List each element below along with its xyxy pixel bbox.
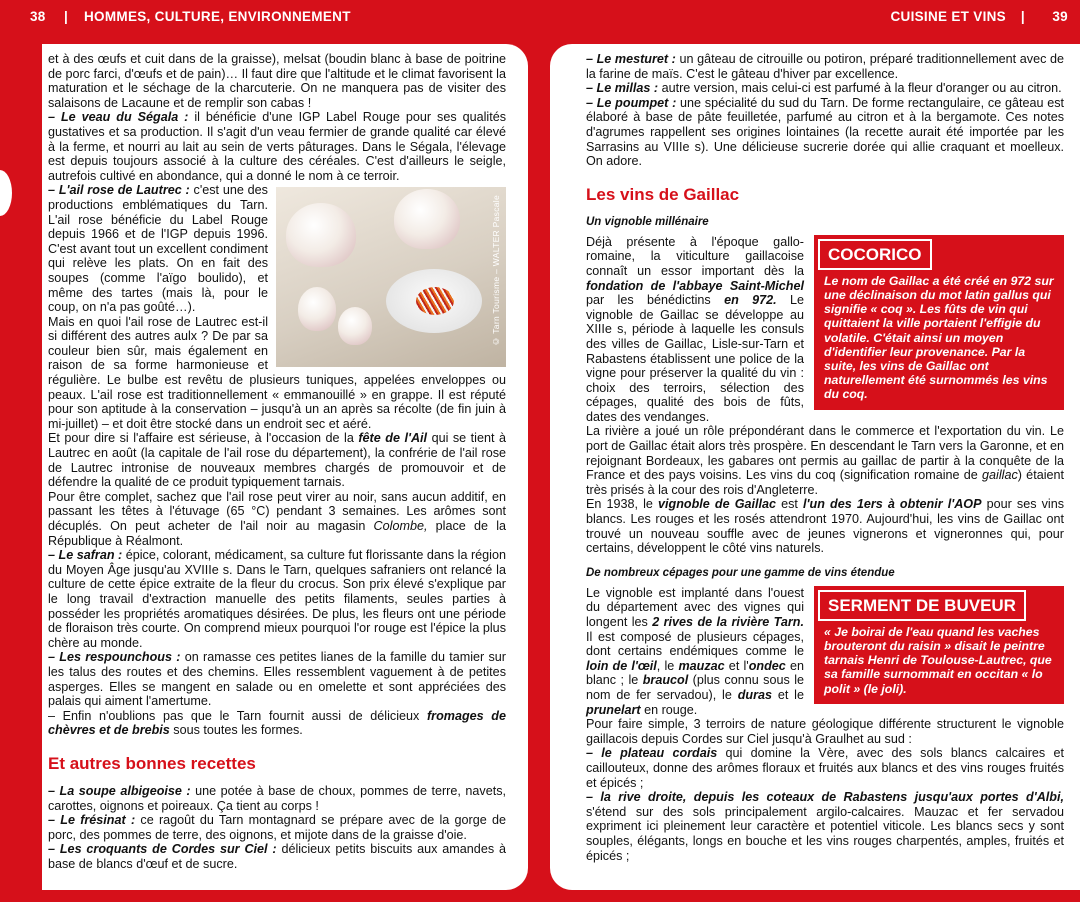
text: par les bénédictins: [586, 293, 725, 308]
paragraph-mesturet: [586, 52, 1064, 81]
text: une potée à base de choux, pommes de terre, navets, carottes, oignons et poireaux. Ça tient au corps !: [48, 783, 506, 813]
text: qui domine la Vère, avec des sols blancs calcaires et caillouteux, donne des arômes floraux et fruités aux blancs et des vins rouges fruités et épicés ;: [586, 746, 1064, 790]
page-number: 39: [1052, 9, 1068, 24]
paragraph-aop: [586, 497, 1064, 555]
garlic-saffron-photo: [276, 187, 506, 367]
term-year: en 972.: [724, 293, 777, 308]
text: sous toutes les formes.: [169, 723, 303, 738]
text: Et pour dire si l'affaire est sérieuse, à l'occasion de la: [48, 431, 359, 446]
paragraph: Pour faire simple, 3 terroirs de nature géologique différente structurent le vignoble gaillacois depuis Cordes sur Ciel jusqu'à Graulhet au sud :: [586, 717, 1064, 746]
paragraph-fresinat: [48, 813, 506, 842]
italic-word: gaillac: [982, 468, 1018, 483]
subheading-vignoble: Un vignoble millénaire: [586, 215, 709, 228]
term-rives: 2 rives de la rivière Tarn.: [652, 615, 804, 629]
term-abbaye: fondation de l'abbaye Saint-Michel: [586, 278, 804, 293]
term-poumpet: – Le poumpet :: [586, 95, 677, 110]
right-page: [542, 0, 1080, 902]
paragraph-rive-droite: [586, 790, 1064, 863]
term-respounchous: – Les respounchous :: [48, 650, 181, 665]
page-edge-tab: [0, 170, 12, 216]
text: une spécialité du sud du Tarn. De forme rectangulaire, ce gâteau est élaboré à base de pâte feuilletée, parfumé au citron et à la bergamote. Ces notes d'agrumes rappellent ses origines lointaines (la recette aurait été importée par les Sarrasins au VIIIe s). Une délicieuse sucrerie dorée qui allie craquant et moelleux. On adore.: [586, 95, 1065, 169]
term-ondec: ondec: [748, 658, 786, 673]
term-loin-de-loeil: loin de l'œil: [586, 658, 657, 673]
paragraph-veau: [48, 110, 506, 183]
subheading-cepages: De nombreux cépages pour une gamme de vins étendue: [586, 566, 895, 579]
text: (plus connu sous le nom de fer servadou), le: [586, 673, 805, 702]
text: ) étaient très prisés à la cour des rois d'Angleterre.: [586, 468, 1064, 497]
paragraph-riviere: [586, 424, 1064, 497]
term-fete: fête de l'Ail: [358, 431, 428, 446]
term-rive-droite: – la rive droite, depuis les coteaux de Rabastens jusqu'aux portes d'Albi,: [586, 790, 1064, 805]
term-prunelart: prunelart: [586, 702, 641, 717]
text: Il est composé de plusieurs cépages, dont certains endémiques comme le: [586, 629, 804, 659]
photo-credit: © Tarn Tourisme – WALTER Pascale: [491, 195, 502, 347]
running-title: HOMMES, CULTURE, ENVIRONNEMENT: [84, 9, 351, 24]
running-title: CUISINE ET VINS: [890, 9, 1006, 24]
text-veau: il bénéficie d'une IGP Label Rouge pour ses qualités gustatives et sa production. Il s'agit d'un veau fermier de grande qualité car élevé à la ferme, et nourri au lait au sein de verts pâturages. Dans le Ségala, l'élevage est depuis toujours associé à la culture des céréales. C'est d'ailleurs le seigle, autrefois cultivé en abondance, qui a donné le nom à ce terroir.: [48, 110, 506, 183]
section-heading-recettes: Et autres bonnes recettes: [48, 753, 256, 773]
text: s'étend sur des sols principalement argilo-calcaires. Mauzac et fer servadou expriment ici pleinement leur caractère et potentiel viticole. Les blancs secs y sont souples, élégants, longs en bouche et les vins rouges charpentés, amples, fruités et épicés ;: [586, 804, 1064, 863]
text: – Enfin n'oublions pas que le Tarn fournit aussi de délicieux: [48, 708, 427, 723]
box-body: « Je boirai de l'eau quand les vaches brouteront du raisin » disait le peintre tarnais Henri de Toulouse-Lautrec, que sa famille surnommait en occitan « lo polit » (le joli).: [824, 624, 1052, 696]
paragraph-fete: [48, 431, 506, 489]
text: place de la République à Réalmont.: [48, 519, 506, 548]
box-title: SERMENT DE BUVEUR: [818, 590, 1026, 621]
text: qui se tient à Lautrec en août (la capitale de l'ail rose du département), la confrérie de l'ail rose de Lautrec intronise de nouveaux membres chargés de promouvoir et de défendre la qualité de ce produit typiquement tarnais.: [48, 431, 506, 490]
text: un gâteau de citrouille ou potiron, préparé traditionnellement avec de la farine de maïs. C'est le gâteau d'hiver par excellence.: [586, 52, 1064, 81]
text: est: [776, 497, 804, 512]
term-safran: – Le safran :: [48, 548, 123, 563]
term-millas: – Le millas :: [586, 81, 659, 96]
serment-sidebar-box: [814, 586, 1064, 704]
term-veau: – Le veau du Ségala :: [48, 110, 189, 125]
term-soupe: – La soupe albigeoise :: [48, 783, 191, 798]
paragraph-safran: [48, 548, 506, 650]
paragraph-soupe: [48, 784, 506, 813]
left-page-header: [0, 0, 538, 34]
text: en blanc ; le: [586, 658, 804, 688]
term-braucol: braucol: [642, 673, 689, 688]
garlic-bulb-image: [394, 189, 460, 249]
header-separator: |: [1020, 9, 1025, 24]
text: , le: [656, 658, 679, 673]
section-heading-vins: Les vins de Gaillac: [586, 184, 740, 204]
term-vignoble-gaillac: vignoble de Gaillac: [658, 497, 777, 512]
term-fromages: fromages de chèvres et de brebis: [48, 708, 507, 738]
term-plateau: – le plateau cordais: [586, 746, 718, 761]
text: autre version, mais celui-ci est parfumé à la fleur d'oranger ou au citron.: [658, 81, 1062, 96]
paragraph: Mais en quoi l'ail rose de Lautrec est-il si différent des autres aulx ? De par sa couleur bien sûr, mais également en raison de sa forme harmonieuse et régulière. Le bulbe est revêtu de plusieurs tuniques, appelées enveloppes ou peaux. L'ail rose est traditionnellement « emmanouillé » en grappe. Il est réputé pour son aptitude à la conservation – jusqu'à un an après sa récolte (de fin juin à mi-juillet) – et doit être stocké dans un endroit sec et aéré.: [48, 314, 506, 431]
term-ail: – L'ail rose de Lautrec :: [48, 183, 190, 198]
text: délicieux petits biscuits aux amandes à base de blancs d'œuf et de sucre.: [48, 842, 506, 871]
shop-name: Colombe,: [373, 519, 428, 533]
garlic-clove-image: [298, 287, 336, 331]
cocorico-sidebar-box: [814, 235, 1064, 410]
paragraph-fromages: [48, 709, 506, 738]
term-mauzac: mauzac: [678, 658, 725, 673]
text-ail: c'est une des productions emblématiques du Tarn. L'ail rose bénéficie du Label Rouge depuis 1966 et de l'IGP depuis 1996. C'est avant tout un excellent condiment qui relève les plats. On en fait des soupes (comme l'aïgo boulido), et même des tartes (mais là, pour le coup, on n'a pas goûté…).: [48, 183, 268, 315]
header-separator: |: [64, 9, 69, 24]
text: En 1938, le: [586, 497, 659, 512]
paragraph-millas: [586, 81, 1064, 96]
right-page-header: [542, 0, 1080, 34]
text: pour ses vins blancs. Les rouges et les rosés attendront 1970. Aujourd'hui, les vins de Gaillac ont trouvé un nouveau souffle avec de jeunes vignerons et vigneronnes qui, pour certains, développent le côté vins naturels.: [586, 497, 1065, 556]
text: Le vignoble est implanté dans l'ouest du département avec des vignes qui longent les: [586, 585, 804, 629]
text: La rivière a joué un rôle prépondérant dans le commerce et l'exportation du vin. Le port de Gaillac était alors très prospère. En descendant le Tarn vers la Garonne, et en rejoignant Bordeaux, les gabares ont permis au gaillac de partir à la conquête de la France et des pays voisins. Les vins du coq (signification romaine de: [586, 424, 1064, 483]
term-duras: duras: [737, 687, 772, 702]
page-number: 38: [30, 9, 46, 24]
left-page: [0, 0, 538, 902]
garlic-bulb-image: [286, 203, 356, 267]
box-body: Le nom de Gaillac a été créé en 972 sur une déclinaison du mot latin gallus qui signifie « coq ». Les fûts de vin qui quittaient la ville portaient l'effigie du volatile. C'était ainsi un moyen d'identifier leur provenance. Par la suite, les vins de Gaillac ont naturellement été surnommés les vins du coq.: [824, 273, 1054, 402]
text: ce ragoût du Tarn montagnard se prépare avec de la gorge de porc, des pommes de terre, des oignons, et mijote dans de la graisse d'oie.: [48, 813, 506, 842]
paragraph-respounchous: [48, 650, 506, 708]
text: Déjà présente à l'époque gallo-romaine, la viticulture gaillacoise connaît un essor important dès la: [586, 234, 804, 278]
garlic-clove-image: [338, 307, 372, 345]
text: Pour être complet, sachez que l'ail rose peut virer au noir, sans aucun additif, en passant les têtes à l'étuvage (65 °C) pendant 3 semaines. Les arômes sont décuplés. On peut acheter de l'ail noir au magasin: [48, 489, 506, 533]
text: en rouge.: [640, 702, 698, 717]
text: et le: [772, 687, 804, 702]
text: on ramasse ces petites lianes de la famille du tamier sur les talus des routes et des chemins. Elles ressemblent vaguement à de petites asperges. Elles se mangent en salade ou en omelette et sont appréciées des palais qui aiment l'amertume.: [48, 650, 506, 709]
box-title: COCORICO: [818, 239, 932, 270]
text-safran: épice, colorant, médicament, sa culture fut florissante dans la région du Moyen Âge jusqu'au XVIIIe s. Dans le Tarn, quelques safraniers ont relancé la culture de cette épice extraite de la fleur du crocus. Son prix élevé s'explique par le long travail d'extraction manuelle des petits filaments, seules parties à posséder les propriétés aromatiques désirées. De plus, les fleurs ont une période de floraison très courte. On comprend mieux pourquoi l'or rouge est l'épice la plus chère au monde.: [48, 548, 506, 650]
term-mesturet: – Le mesturet :: [586, 52, 676, 66]
left-page-content: [42, 44, 528, 890]
right-page-content: [550, 44, 1080, 890]
text: et l': [724, 658, 749, 673]
term-croquants: – Les croquants de Cordes sur Ciel :: [48, 842, 277, 857]
paragraph: et à des œufs et cuit dans de la graisse), melsat (boudin blanc à base de poitrine de porc farci, d'œufs et de pain)… Il faut dire que l'altitude et le climat favorisent la maturation et le séchage de la charcuterie. On ne manquera pas de visiter des salaisons de Lacaune et de remplir son cabas !: [48, 52, 506, 110]
paragraph-ail-noir: [48, 490, 506, 548]
text: Le vignoble de Gaillac se développe au XIIIe s, période à laquelle les consuls des villes de Gaillac, Lisle-sur-Tarn et Rabastens établissent une police de la vigne pour préserver la qualité du vin : choix des terroirs, sélection des cépages, qualité des bois de fûts, dates des vendanges.: [586, 293, 804, 424]
paragraph-poumpet: [586, 96, 1064, 169]
paragraph-croquants: [48, 842, 506, 871]
term-fresinat: – Le frésinat :: [48, 813, 136, 828]
paragraph-plateau: [586, 746, 1064, 790]
term-aop: l'un des 1ers à obtenir l'AOP: [803, 497, 982, 512]
